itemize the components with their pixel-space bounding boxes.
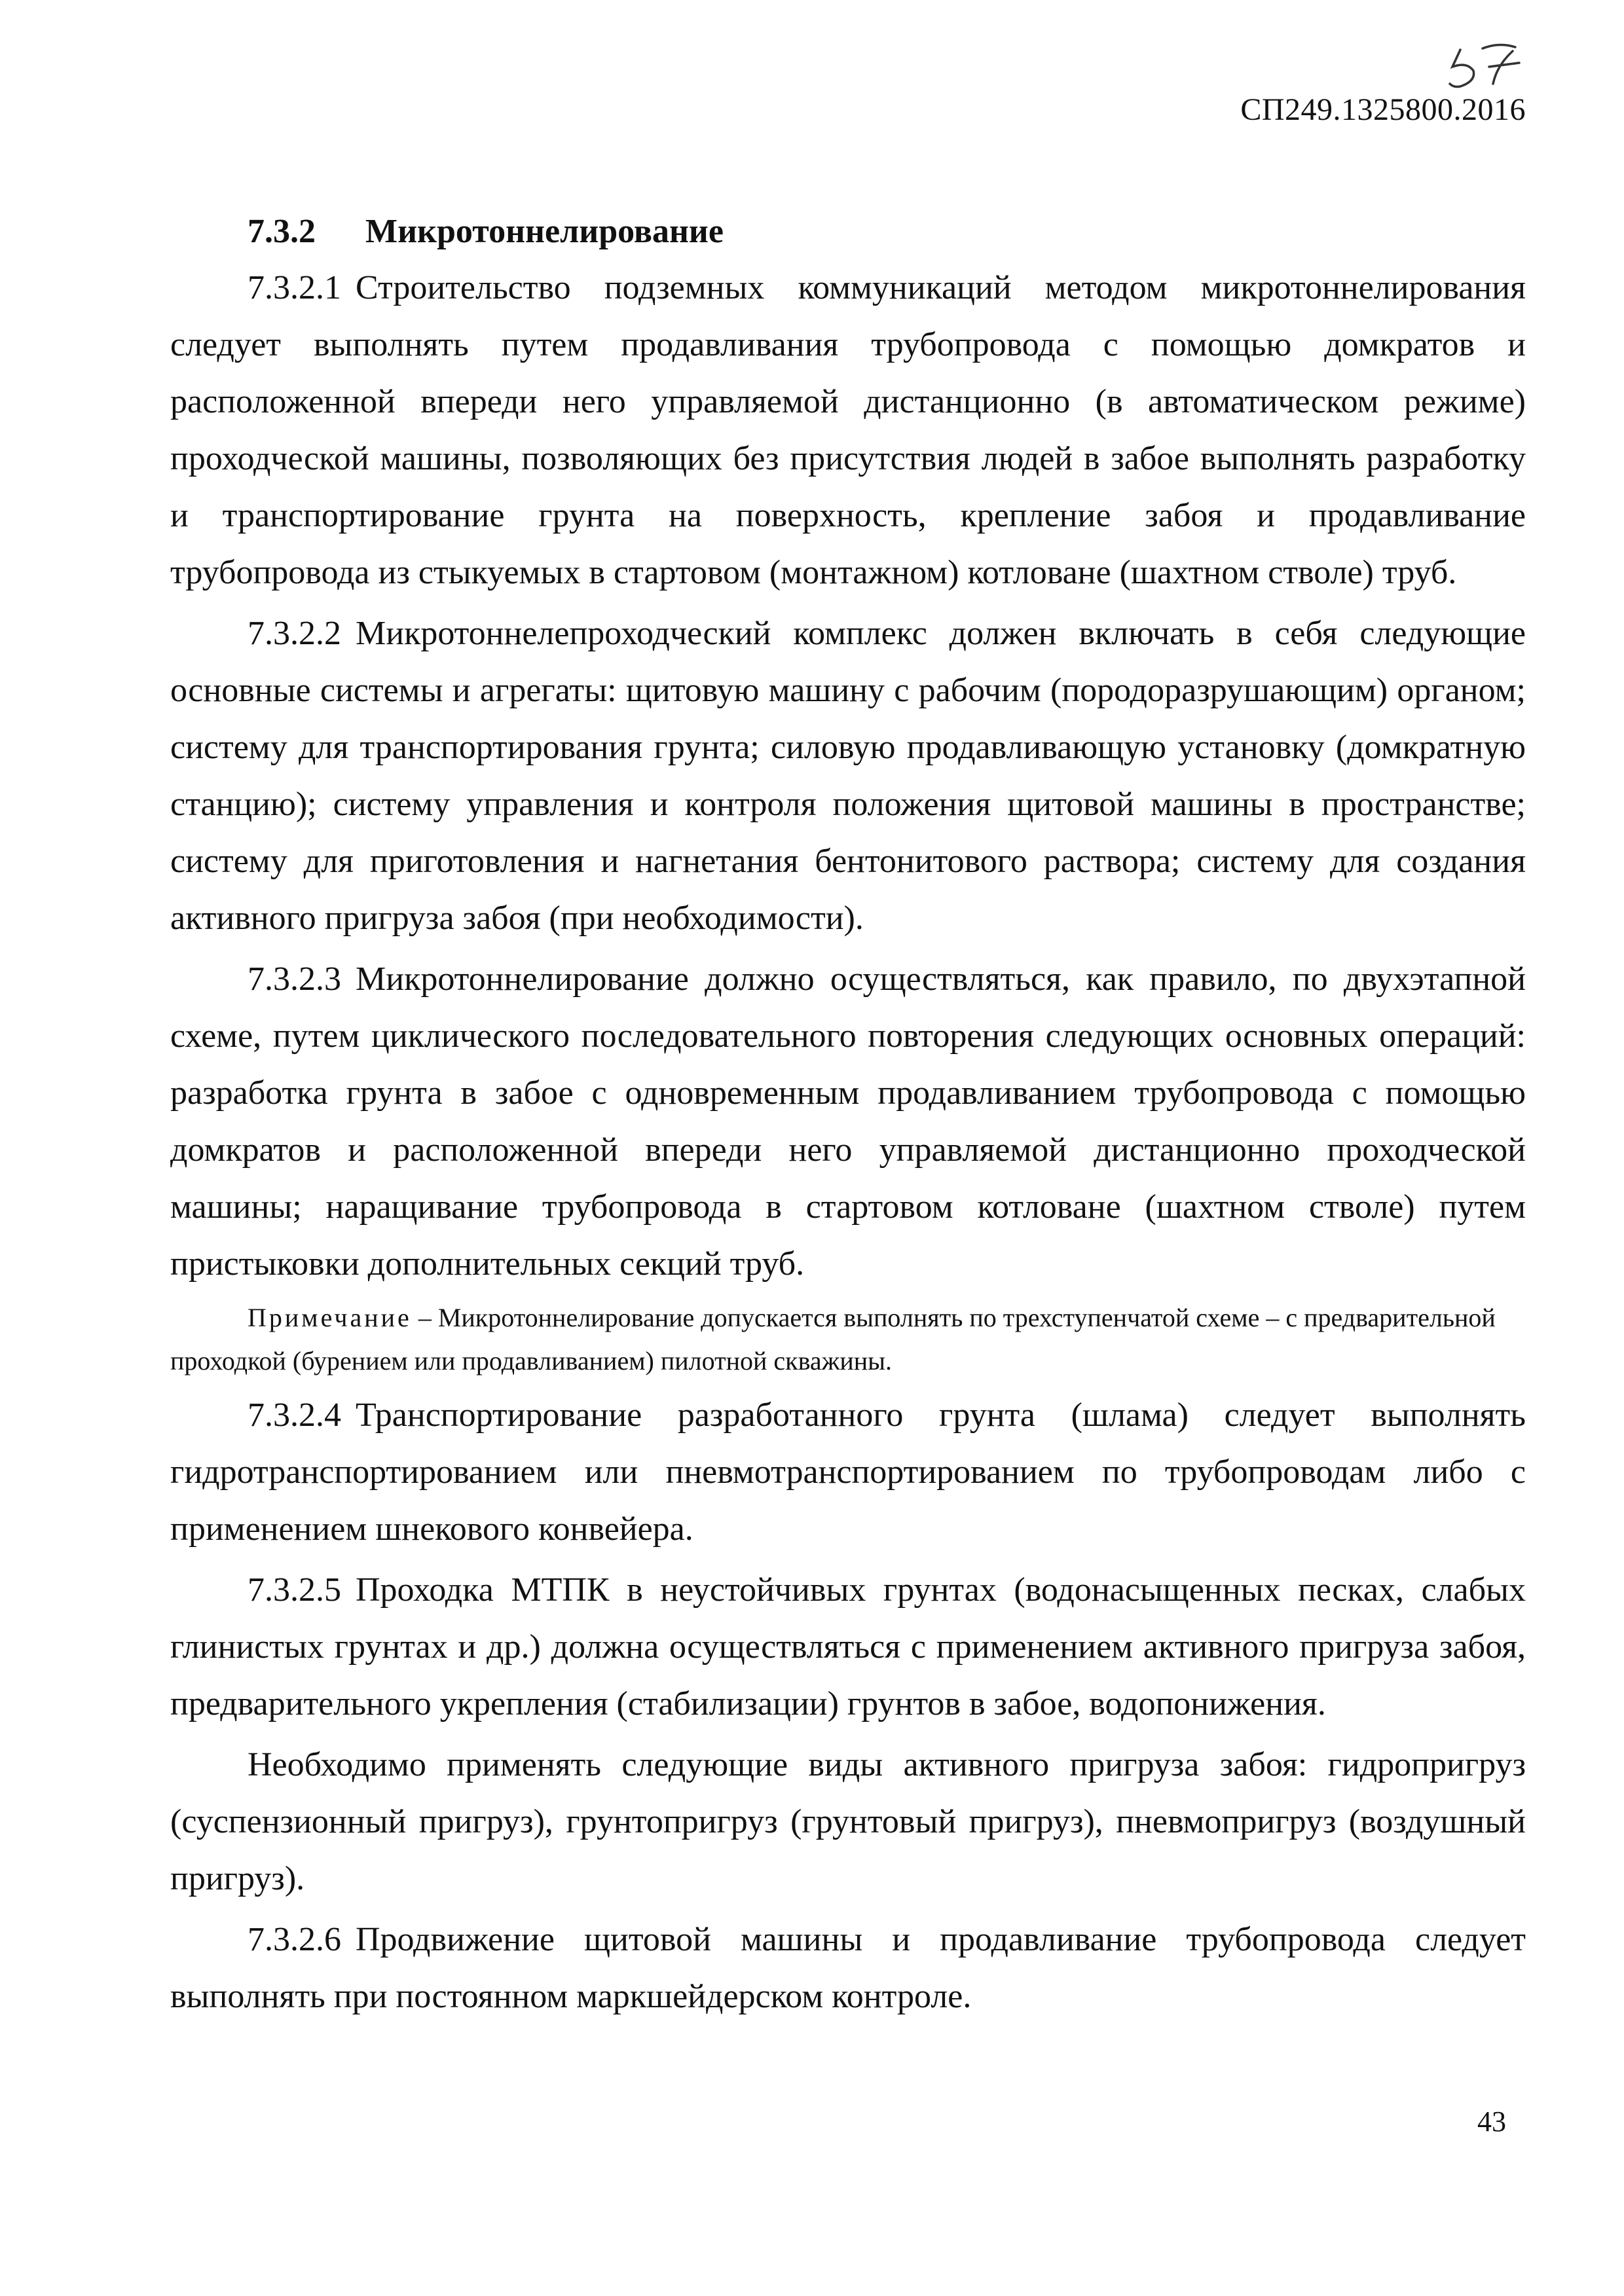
paragraph-text: Микротоннелирование должно осуществляться, как правило, по двухэтапной схеме, путем циклического последовательного повторения следующих основных операций: разработка грунта в забое с одновременным продавливанием трубопровода с помощью домкратов и расположенной впереди него управляемой дистанционно проходческой машины; наращивание трубопровода в стартовом котловане (шахтном стволе) путем пристыковки дополнительных секций труб. [170,960,1526,1283]
paragraph-number: 7.3.2.5 [248,1571,341,1609]
paragraph-number: 7.3.2.2 [248,615,341,652]
note-label: Примечание [248,1303,412,1332]
handwritten-page-number [1447,38,1526,97]
paragraph-text: Необходимо применять следующие виды активного пригруза забоя: гидропригруз (суспензионный пригруз), грунтопригруз (грунтовый пригруз), пневмопригруз (воздушный пригруз). [170,1746,1526,1897]
note [170,1296,1526,1383]
document-body [170,204,1526,2029]
note-text: – Микротоннелирование допускается выполнять по трехступенчатой схеме – с предварительной проходкой (бурением или продавливанием) пилотной скважины. [170,1303,1496,1376]
paragraph-number: 7.3.2.1 [248,269,341,306]
paragraph-7-3-2-5 [170,1561,1526,1732]
paragraph-7-3-2-1 [170,259,1526,601]
page-number: 43 [1477,2105,1506,2138]
paragraph-number: 7.3.2.3 [248,960,341,998]
paragraph-text: Микротоннелепроходческий комплекс должен включать в себя следующие основные системы и агрегаты: щитовую машину с рабочим (породоразрушающим) органом; систему для транспортирования грунта; силовую продавливающую установку (домкратную станцию); систему управления и контроля положения щитовой машины в пространстве; систему для приготовления и нагнетания бентонитового раствора; систему для создания активного пригруза забоя (при необходимости). [170,615,1526,937]
section-title: Микротоннелирование [365,213,724,250]
paragraph-7-3-2-4 [170,1387,1526,1558]
paragraph-text: Транспортирование разработанного грунта (шлама) следует выполнять гидротранспортированием или пневмотранспортированием по трубопроводам либо с применением шнекового конвейера. [170,1396,1526,1548]
paragraph-text: Продвижение щитовой машины и продавливание трубопровода следует выполнять при постоянном маркшейдерском контроле. [170,1921,1526,2015]
section-heading [248,204,1526,259]
paragraph-number: 7.3.2.6 [248,1921,341,1958]
document-code: СП249.1325800.2016 [1240,92,1526,127]
paragraph-number: 7.3.2.4 [248,1396,341,1434]
paragraph-text: Строительство подземных коммуникаций методом микротоннелирования следует выполнять путем продавливания трубопровода с помощью домкратов и расположенной впереди него управляемой дистанционно (в автоматическом режиме) проходческой машины, позволяющих без присутствия людей в забое выполнять разработку и транспортирование грунта на поверхность, крепление забоя и продавливание трубопровода из стыкуемых в стартовом (монтажном) котловане (шахтном стволе) труб. [170,269,1526,591]
paragraph-7-3-2-3 [170,951,1526,1292]
paragraph-text: Проходка МТПК в неустойчивых грунтах (водонасыщенных песках, слабых глинистых грунтах и др.) должна осуществляться с применением активного пригруза забоя, предварительного укрепления (стабилизации) грунтов в забое, водопонижения. [170,1571,1526,1722]
paragraph-face-support-types [170,1736,1526,1907]
paragraph-7-3-2-2 [170,605,1526,947]
section-number: 7.3.2 [248,213,316,250]
paragraph-7-3-2-6 [170,1911,1526,2025]
